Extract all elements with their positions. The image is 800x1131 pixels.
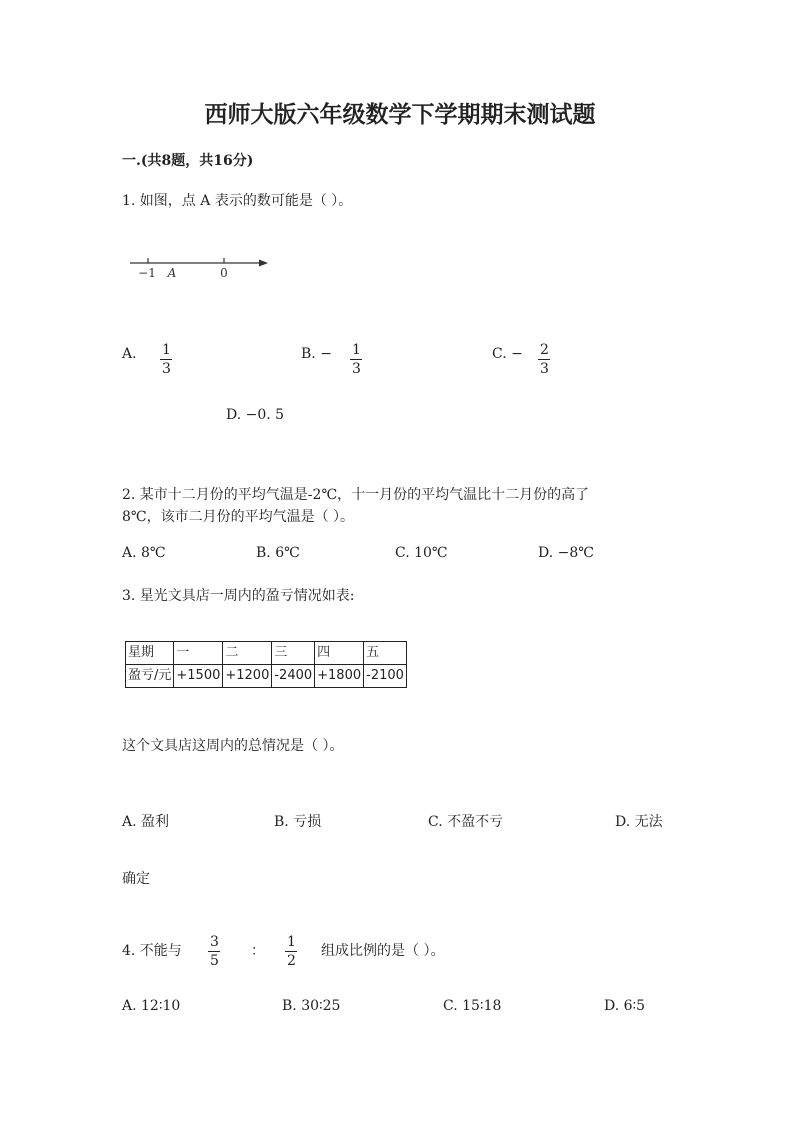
q4-option-a: A. 12∶10 [122,998,181,1014]
fraction-numerator: 3 [210,934,219,950]
fraction-denominator: 2 [287,953,296,969]
q1-option-c-fraction [538,342,551,377]
q1-option-b-fraction [350,342,363,377]
label-zero: 0 [220,266,228,280]
number-line-figure [126,250,271,284]
question-2-line-2: 8℃，该市二月份的平均气温是（ ）。 [122,509,355,525]
q3-option-a: A. 盈利 [122,814,170,830]
q1-option-a-label: A. [122,346,137,362]
question-4-prefix: 4. 不能与 [122,943,182,959]
q3-option-b: B. 亏损 [274,814,322,830]
fraction-numerator: 2 [540,342,549,358]
question-3-prompt: 这个文具店这周内的总情况是（ ）。 [122,738,344,754]
table-cell: 一 [174,642,223,665]
profit-loss-table [125,641,407,688]
number-line-arrow [259,260,268,267]
table-cell: +1200 [223,665,272,688]
q4-option-d: D. 6∶5 [604,998,646,1014]
q4-ratio-colon: ： [251,943,265,959]
label-point-a: A [167,266,177,280]
fraction-numerator: 1 [162,342,171,358]
q4-option-c: C. 15∶18 [443,998,502,1014]
q3-option-d-wrap: 确定 [122,871,150,887]
section-heading: 一.(共8题，共16分) [122,153,254,169]
q2-option-b: B. 6℃ [256,545,300,561]
q4-fraction-2 [285,934,298,969]
q1-option-b-label: B. − [301,346,332,362]
q1-option-a-fraction [160,342,173,377]
q1-option-c-label: C. − [492,346,523,362]
table-header-row [126,642,407,665]
page-title: 西师大版六年级数学下学期期末测试题 [204,101,596,128]
table-cell: 五 [364,642,407,665]
table-cell: +1500 [174,665,223,688]
table-cell: -2100 [364,665,407,688]
fraction-numerator: 1 [352,342,361,358]
fraction-denominator: 3 [162,361,171,377]
q3-option-c: C. 不盈不亏 [428,814,504,830]
fraction-denominator: 3 [540,361,549,377]
table-cell: 三 [272,642,315,665]
q4-fraction-1 [208,934,221,969]
question-2-line-1: 2. 某市十二月份的平均气温是-2℃，十一月份的平均气温比十二月份的高了 [122,487,590,503]
table-cell: 四 [315,642,364,665]
table-cell: +1800 [315,665,364,688]
question-4-suffix: 组成比例的是（ ）。 [321,943,445,959]
table-cell: 星期 [126,642,174,665]
table-cell: 二 [223,642,272,665]
q2-option-a: A. 8℃ [122,545,166,561]
question-1-stem: 1. 如图，点 A 表示的数可能是（ ）。 [122,193,353,209]
q1-option-d: D. −0. 5 [226,407,285,423]
fraction-numerator: 1 [287,934,296,950]
table-cell: 盈亏/元 [126,665,174,688]
q2-option-c: C. 10℃ [395,545,448,561]
fraction-denominator: 3 [352,361,361,377]
q3-option-d: D. 无法 [615,814,663,830]
table-cell: -2400 [272,665,315,688]
fraction-denominator: 5 [210,953,219,969]
q2-option-d: D. −8℃ [538,545,594,561]
label-minus-one: −1 [138,266,156,280]
question-3-stem: 3. 星光文具店一周内的盈亏情况如表: [122,588,355,604]
q4-option-b: B. 30∶25 [282,998,341,1014]
table-row [126,665,407,688]
